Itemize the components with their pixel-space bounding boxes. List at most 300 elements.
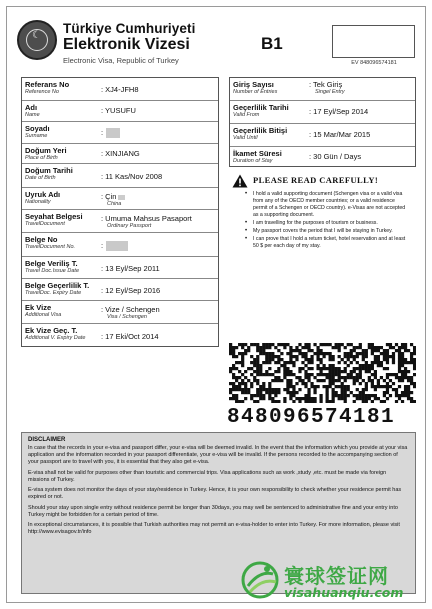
barcode-module xyxy=(323,343,326,346)
barcode-module xyxy=(271,400,274,403)
barcode-module xyxy=(371,400,374,403)
barcode-module xyxy=(241,400,244,403)
barcode-module xyxy=(241,358,244,361)
document-code-box xyxy=(332,25,415,58)
barcode-module xyxy=(262,343,265,346)
barcode-module xyxy=(277,358,280,361)
barcode-module xyxy=(365,394,368,397)
barcode-module xyxy=(283,361,286,364)
barcode-module xyxy=(347,385,350,388)
barcode-module xyxy=(283,367,286,370)
barcode-module xyxy=(307,349,310,352)
barcode-module xyxy=(304,346,307,349)
barcode-module xyxy=(268,388,271,391)
barcode-module xyxy=(262,361,265,364)
barcode-module xyxy=(265,352,268,355)
field-valid-from: Geçerlilik Tarihi Valid From : 17 Eyl/Sep 2014 xyxy=(230,101,415,124)
barcode-module xyxy=(256,394,259,397)
barcode-module xyxy=(286,361,289,364)
barcode-module xyxy=(277,391,280,394)
field-value: : 13 Eyl/Sep 2011 xyxy=(101,264,160,273)
barcode-module xyxy=(362,391,365,394)
barcode-module xyxy=(301,361,304,364)
barcode-module xyxy=(365,349,368,352)
barcode-module xyxy=(235,346,238,349)
barcode-module xyxy=(319,370,322,373)
barcode-module xyxy=(244,376,247,379)
barcode-module xyxy=(362,358,365,361)
barcode-module xyxy=(313,391,316,394)
barcode-module xyxy=(256,364,259,367)
field-value: : 17 Eyl/Sep 2014 xyxy=(309,107,369,116)
field-value: : 15 Mar/Mar 2015 xyxy=(309,130,371,139)
barcode-module xyxy=(316,352,319,355)
flag-icon xyxy=(118,195,125,200)
barcode-module xyxy=(410,343,413,346)
barcode-module xyxy=(256,343,259,346)
barcode-module xyxy=(392,346,395,349)
barcode-module xyxy=(347,343,350,346)
barcode-module xyxy=(362,352,365,355)
barcode-module xyxy=(344,385,347,388)
barcode-module xyxy=(386,358,389,361)
barcode-module xyxy=(380,385,383,388)
barcode-module xyxy=(353,394,356,397)
barcode-module xyxy=(323,379,326,382)
barcode-module xyxy=(341,358,344,361)
barcode-module xyxy=(307,373,310,376)
barcode-module xyxy=(295,382,298,385)
barcode-module xyxy=(238,385,241,388)
barcode-module xyxy=(307,379,310,382)
barcode-module xyxy=(353,367,356,370)
barcode-module xyxy=(401,400,404,403)
barcode-module xyxy=(368,376,371,379)
barcode-number: 848096574181 xyxy=(227,406,396,429)
barcode-module xyxy=(359,391,362,394)
barcode-module xyxy=(289,370,292,373)
barcode-module xyxy=(232,394,235,397)
barcode-module xyxy=(259,370,262,373)
barcode-module xyxy=(326,388,329,391)
barcode-module xyxy=(256,346,259,349)
barcode-module xyxy=(368,364,371,367)
barcode-module xyxy=(319,361,322,364)
barcode-module xyxy=(304,370,307,373)
barcode-module xyxy=(323,385,326,388)
barcode-module xyxy=(229,343,232,346)
barcode-module xyxy=(268,394,271,397)
barcode-module xyxy=(365,361,368,364)
barcode-module xyxy=(359,397,362,400)
barcode-module xyxy=(371,346,374,349)
barcode-module xyxy=(404,346,407,349)
barcode-module xyxy=(244,349,247,352)
barcode-module xyxy=(238,361,241,364)
barcode-module xyxy=(310,400,313,403)
barcode-module xyxy=(371,349,374,352)
barcode-module xyxy=(277,355,280,358)
barcode-module xyxy=(271,391,274,394)
barcode-module xyxy=(386,376,389,379)
barcode-module xyxy=(344,346,347,349)
barcode-module xyxy=(380,352,383,355)
barcode-module xyxy=(295,391,298,394)
barcode-module xyxy=(256,349,259,352)
barcode-module xyxy=(262,397,265,400)
barcode-module xyxy=(277,400,280,403)
barcode-module xyxy=(374,397,377,400)
barcode-module xyxy=(413,385,416,388)
barcode-module xyxy=(347,364,350,367)
barcode-module xyxy=(235,394,238,397)
barcode-module xyxy=(383,385,386,388)
barcode-module xyxy=(395,373,398,376)
barcode-module xyxy=(310,358,313,361)
barcode-module xyxy=(271,343,274,346)
barcode-module xyxy=(371,382,374,385)
barcode-module xyxy=(365,370,368,373)
barcode-module xyxy=(247,367,250,370)
barcode-module xyxy=(359,394,362,397)
barcode-module xyxy=(253,394,256,397)
barcode-module xyxy=(389,355,392,358)
barcode-module xyxy=(262,382,265,385)
barcode-module xyxy=(323,364,326,367)
barcode-module xyxy=(292,361,295,364)
barcode-module xyxy=(377,397,380,400)
barcode-module xyxy=(332,346,335,349)
barcode-module xyxy=(380,400,383,403)
barcode-module xyxy=(280,343,283,346)
barcode-module xyxy=(250,361,253,364)
barcode-module xyxy=(304,358,307,361)
barcode-module xyxy=(407,385,410,388)
barcode-module xyxy=(280,364,283,367)
barcode-module xyxy=(292,364,295,367)
barcode-module xyxy=(256,370,259,373)
barcode-module xyxy=(289,394,292,397)
barcode-module xyxy=(386,388,389,391)
barcode-module xyxy=(362,367,365,370)
barcode-module xyxy=(353,346,356,349)
barcode-module xyxy=(250,373,253,376)
barcode-module xyxy=(316,379,319,382)
barcode-module xyxy=(392,352,395,355)
barcode-module xyxy=(335,391,338,394)
barcode-module xyxy=(244,385,247,388)
barcode-module xyxy=(229,382,232,385)
barcode-module xyxy=(332,382,335,385)
barcode-module xyxy=(350,370,353,373)
barcode-module xyxy=(298,388,301,391)
barcode-module xyxy=(307,400,310,403)
barcode-module xyxy=(262,388,265,391)
field-value: : XJ4-JFH8 xyxy=(101,85,139,94)
barcode-module xyxy=(362,397,365,400)
barcode-module xyxy=(344,400,347,403)
barcode-module xyxy=(238,376,241,379)
barcode-module xyxy=(398,376,401,379)
barcode-module xyxy=(338,370,341,373)
barcode-module xyxy=(332,400,335,403)
barcode-module xyxy=(253,379,256,382)
barcode-module xyxy=(350,373,353,376)
barcode-module xyxy=(395,391,398,394)
barcode-module xyxy=(319,373,322,376)
barcode-module xyxy=(247,388,250,391)
barcode-module xyxy=(304,397,307,400)
barcode-module xyxy=(307,391,310,394)
barcode-module xyxy=(371,385,374,388)
barcode-module xyxy=(250,343,253,346)
warning-item: • I am travelling for the purposes of tourism or business. xyxy=(245,220,410,227)
barcode-module xyxy=(359,346,362,349)
barcode-module xyxy=(344,361,347,364)
barcode-module xyxy=(383,367,386,370)
barcode-module xyxy=(365,364,368,367)
barcode-module xyxy=(395,394,398,397)
barcode-module xyxy=(341,376,344,379)
barcode-module xyxy=(371,394,374,397)
barcode-module xyxy=(262,385,265,388)
barcode-module xyxy=(256,373,259,376)
barcode-module xyxy=(259,385,262,388)
barcode-module xyxy=(313,376,316,379)
barcode-module xyxy=(326,394,329,397)
barcode-module xyxy=(404,394,407,397)
barcode-module xyxy=(404,361,407,364)
barcode-module xyxy=(289,382,292,385)
barcode-module xyxy=(332,379,335,382)
barcode-module xyxy=(295,355,298,358)
barcode-module xyxy=(350,352,353,355)
barcode-module xyxy=(383,358,386,361)
barcode-module xyxy=(365,397,368,400)
barcode-module xyxy=(235,355,238,358)
barcode-module xyxy=(238,370,241,373)
barcode-module xyxy=(310,385,313,388)
barcode-module xyxy=(229,391,232,394)
barcode-module xyxy=(304,373,307,376)
barcode-module xyxy=(362,394,365,397)
barcode-module xyxy=(413,352,416,355)
barcode-module xyxy=(241,373,244,376)
barcode-module xyxy=(289,352,292,355)
barcode-module xyxy=(377,382,380,385)
barcode-module xyxy=(335,346,338,349)
barcode-module xyxy=(332,391,335,394)
barcode-module xyxy=(286,343,289,346)
barcode-module xyxy=(265,391,268,394)
barcode-module xyxy=(238,400,241,403)
barcode-module xyxy=(292,349,295,352)
barcode-module xyxy=(253,358,256,361)
barcode-module xyxy=(268,358,271,361)
barcode-module xyxy=(262,373,265,376)
barcode-module xyxy=(295,346,298,349)
barcode-module xyxy=(407,349,410,352)
barcode-module xyxy=(253,370,256,373)
barcode-module xyxy=(259,373,262,376)
barcode-module xyxy=(238,388,241,391)
barcode-module xyxy=(332,355,335,358)
barcode-module xyxy=(262,352,265,355)
barcode-module xyxy=(398,394,401,397)
barcode-module xyxy=(353,400,356,403)
barcode-module xyxy=(374,355,377,358)
barcode-module xyxy=(395,343,398,346)
barcode-module xyxy=(344,394,347,397)
barcode-module xyxy=(304,385,307,388)
barcode-module xyxy=(332,397,335,400)
barcode-module xyxy=(323,355,326,358)
barcode-module xyxy=(395,349,398,352)
barcode-module xyxy=(271,352,274,355)
barcode-module xyxy=(341,394,344,397)
barcode-module xyxy=(232,382,235,385)
field-value: : Tek Giriş Singel Entry xyxy=(309,80,345,95)
barcode-module xyxy=(304,364,307,367)
barcode-module xyxy=(341,343,344,346)
barcode-module xyxy=(301,379,304,382)
field-travel-document: Seyahat Belgesi TravelDocument : Umuma Mahsus Pasaport Ordinary Passport xyxy=(22,210,218,233)
warning-item: • I can prove that I hold a return ticket, hotel reservation and at least 50 $ per each day of my stay. xyxy=(245,236,410,250)
disclaimer-paragraph: Should your stay upon single entry without residence permit be longer than 30days, you may well be sentenced to administrative fine and your entry into Turkey might be forbidden for a certain period of time. xyxy=(28,504,398,518)
barcode-module xyxy=(298,367,301,370)
barcode-module xyxy=(407,394,410,397)
barcode-module xyxy=(326,400,329,403)
barcode-module xyxy=(332,367,335,370)
barcode-module xyxy=(386,352,389,355)
barcode-module xyxy=(268,397,271,400)
barcode-module xyxy=(383,400,386,403)
barcode-module xyxy=(407,361,410,364)
barcode-module xyxy=(241,346,244,349)
barcode-module xyxy=(404,343,407,346)
barcode-module xyxy=(250,355,253,358)
field-name: Adı Name : YUSUFU xyxy=(22,101,218,122)
barcode-module xyxy=(353,379,356,382)
barcode-module xyxy=(307,343,310,346)
barcode-module xyxy=(356,394,359,397)
warning-item: • I hold a valid supporting document (Schengen visa or a valid visa from any of the OECD member countries; or a valid residence permit of a Schengen or OECD country). e-Visas are not accepted as a supporting document. xyxy=(245,191,410,219)
barcode-module xyxy=(410,352,413,355)
barcode-module xyxy=(341,382,344,385)
barcode-module xyxy=(277,343,280,346)
barcode-module xyxy=(407,391,410,394)
barcode-module xyxy=(356,361,359,364)
barcode-module xyxy=(377,355,380,358)
barcode-module xyxy=(329,385,332,388)
barcode-module xyxy=(413,364,416,367)
barcode-module xyxy=(344,376,347,379)
barcode-module xyxy=(386,349,389,352)
barcode-module xyxy=(368,346,371,349)
barcode-module xyxy=(235,397,238,400)
barcode-module xyxy=(277,349,280,352)
barcode-module xyxy=(398,370,401,373)
field-value: : YUSUFU xyxy=(101,106,136,115)
barcode-module xyxy=(313,400,316,403)
barcode-module xyxy=(389,346,392,349)
barcode-module xyxy=(350,376,353,379)
barcode-module xyxy=(365,352,368,355)
barcode-module xyxy=(386,385,389,388)
barcode-module xyxy=(365,388,368,391)
barcode-module xyxy=(338,373,341,376)
barcode-module xyxy=(232,349,235,352)
barcode-module xyxy=(347,394,350,397)
barcode-module xyxy=(383,394,386,397)
barcode-module xyxy=(229,352,232,355)
barcode-module xyxy=(326,397,329,400)
barcode-module xyxy=(353,382,356,385)
barcode-module xyxy=(392,373,395,376)
barcode-module xyxy=(410,358,413,361)
barcode-module xyxy=(329,379,332,382)
barcode-module xyxy=(413,400,416,403)
barcode-module xyxy=(410,379,413,382)
barcode-module xyxy=(271,388,274,391)
document-code: B1 xyxy=(261,34,283,53)
barcode-module xyxy=(268,352,271,355)
barcode-module xyxy=(413,349,416,352)
barcode-module xyxy=(344,355,347,358)
field-additional-visa-expiry: Ek Vize Geç. T. Additional V. Expiry Date : 17 Eki/Oct 2014 xyxy=(25,326,159,341)
barcode-module xyxy=(395,388,398,391)
barcode-module xyxy=(316,346,319,349)
barcode-module xyxy=(392,388,395,391)
barcode-module xyxy=(338,361,341,364)
barcode-module xyxy=(283,400,286,403)
barcode-module xyxy=(259,391,262,394)
barcode-module xyxy=(332,358,335,361)
barcode-module xyxy=(359,382,362,385)
barcode-module xyxy=(244,397,247,400)
barcode-module xyxy=(371,361,374,364)
barcode-module xyxy=(232,397,235,400)
field-nationality: Uyruk Adı Nationality : Çin China xyxy=(22,188,218,210)
barcode-module xyxy=(407,397,410,400)
document-subtitle: Electronic Visa, Republic of Turkey xyxy=(63,56,179,65)
barcode-module xyxy=(289,385,292,388)
barcode-module xyxy=(368,397,371,400)
barcode-module xyxy=(274,400,277,403)
barcode-module xyxy=(319,367,322,370)
barcode-module xyxy=(371,343,374,346)
barcode-module xyxy=(326,367,329,370)
barcode-module xyxy=(289,391,292,394)
barcode-module xyxy=(238,382,241,385)
barcode-module xyxy=(404,367,407,370)
barcode-module xyxy=(277,361,280,364)
barcode-module xyxy=(401,355,404,358)
barcode-module xyxy=(344,367,347,370)
barcode-module xyxy=(310,361,313,364)
barcode-module xyxy=(286,373,289,376)
barcode-module xyxy=(365,367,368,370)
barcode-module xyxy=(247,349,250,352)
barcode-module xyxy=(344,391,347,394)
barcode-module xyxy=(335,385,338,388)
barcode-module xyxy=(259,364,262,367)
barcode-module xyxy=(241,379,244,382)
barcode-module xyxy=(250,367,253,370)
barcode-module xyxy=(247,346,250,349)
barcode-module xyxy=(377,346,380,349)
barcode-module xyxy=(241,382,244,385)
